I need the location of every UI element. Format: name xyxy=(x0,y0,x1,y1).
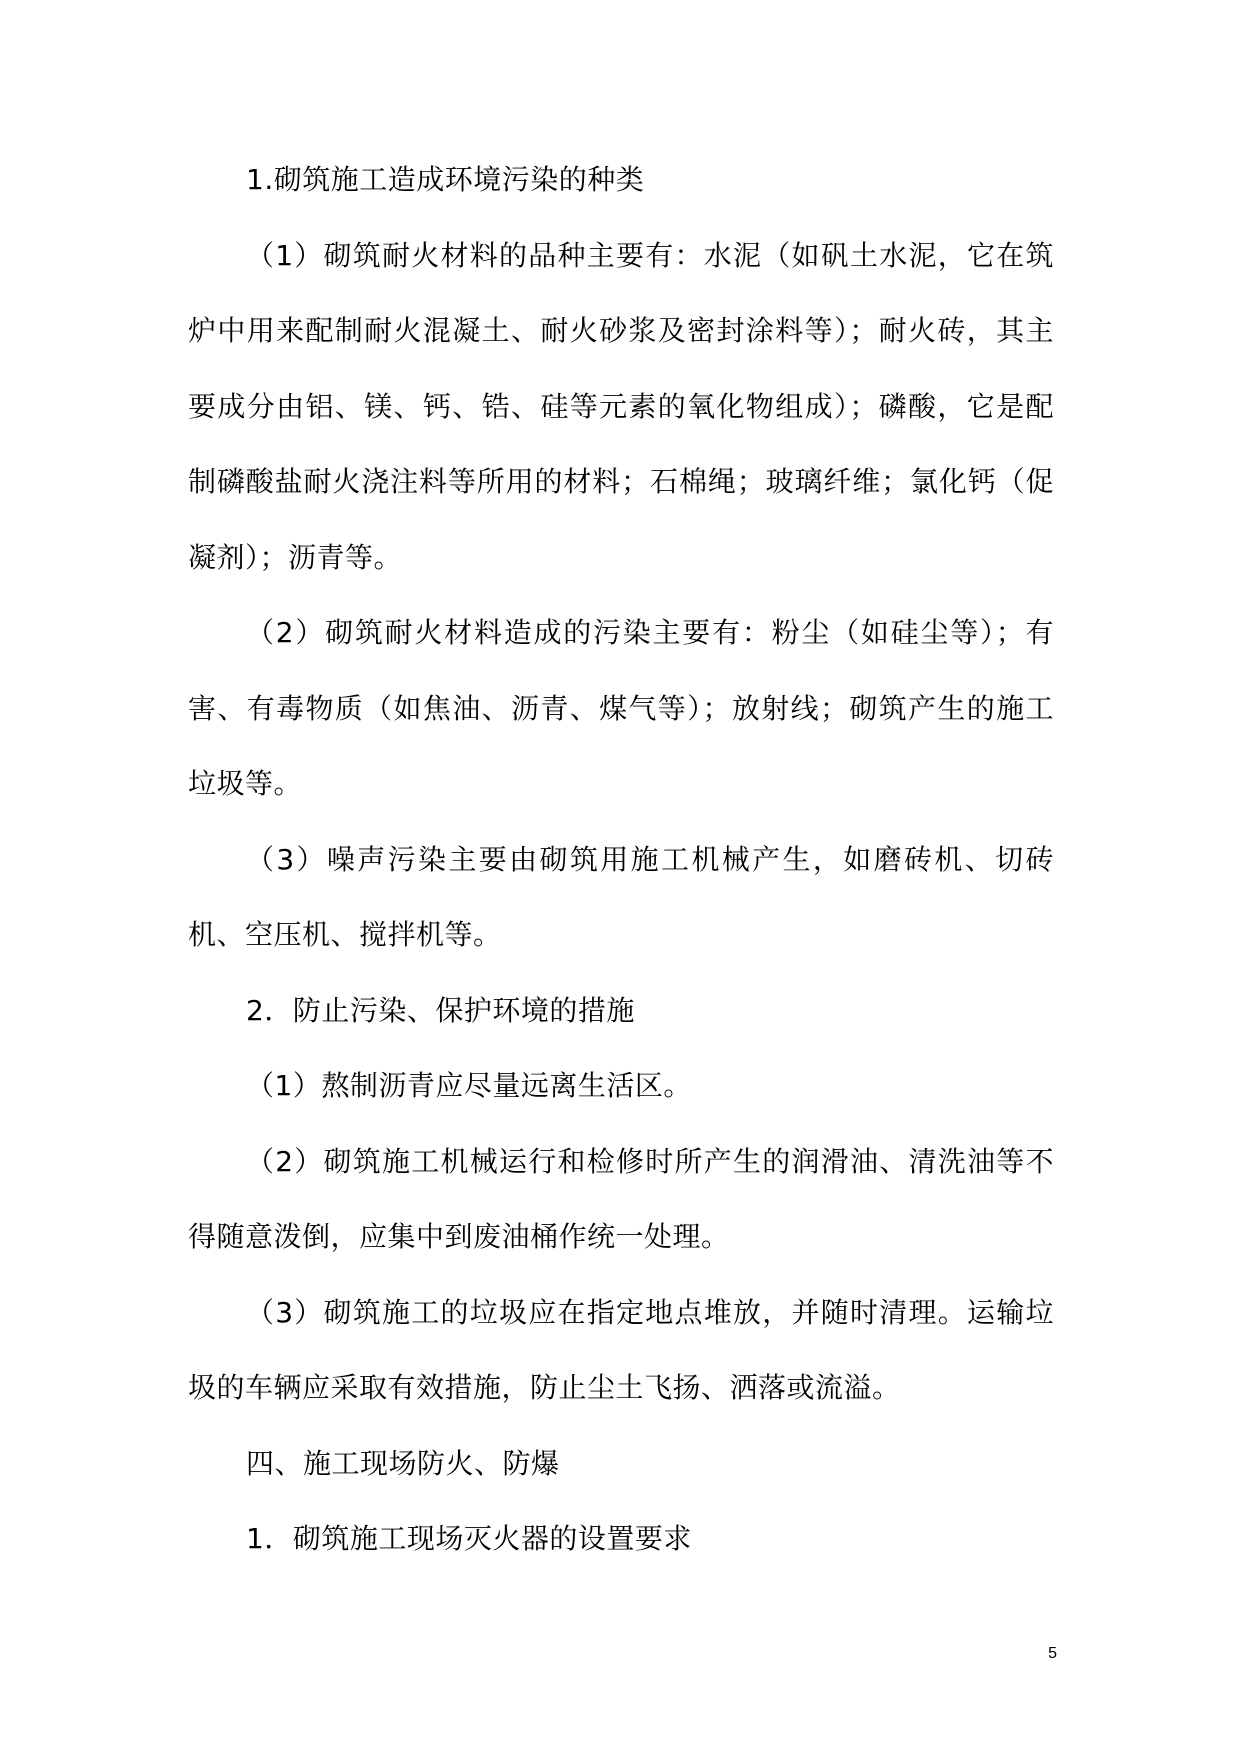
heading-prevention-measures: 2．防止污染、保护环境的措施 xyxy=(246,993,635,1027)
paragraph-waste-oil: （2）砌筑施工机械运行和检修时所产生的润滑油、清洗油等不得随意泼倒，应集中到废油桶作统一处理。 xyxy=(188,1144,1054,1253)
heading-fire-prevention: 四、施工现场防火、防爆 xyxy=(246,1446,560,1480)
heading-pollution-types: 1.砌筑施工造成环境污染的种类 xyxy=(246,163,645,196)
paragraph-refractory-materials: （1）砌筑耐火材料的品种主要有：水泥（如矾土水泥，它在筑炉中用来配制耐火混凝土、耐火砂浆及密封涂料等）；耐火砖，其主要成分由铝、镁、钙、锆、硅等元素的氧化物组成）；磷酸，它是配制磷酸盐耐火浇注料等所用的材料；石棉绳；玻璃纤维；氯化钙（促凝剂）；沥青等。 xyxy=(188,238,1054,574)
paragraph-pollution-sources: （2）砌筑耐火材料造成的污染主要有：粉尘（如硅尘等）；有害、有毒物质（如焦油、沥青、煤气等）；放射线；砌筑产生的施工垃圾等。 xyxy=(188,616,1054,800)
page-number: 5 xyxy=(1048,1645,1057,1662)
paragraph-garbage: （3）砌筑施工的垃圾应在指定地点堆放，并随时清理。运输垃圾的车辆应采取有效措施，防止尘土飞扬、洒落或流溢。 xyxy=(188,1295,1054,1404)
document-body xyxy=(188,142,1054,1577)
heading-extinguisher-requirements: 1．砌筑施工现场灭火器的设置要求 xyxy=(246,1522,692,1555)
paragraph-asphalt: （1）熬制沥青应尽量远离生活区。 xyxy=(246,1069,692,1102)
paragraph-noise-pollution: （3）噪声污染主要由砌筑用施工机械产生，如磨砖机、切砖机、空压机、搅拌机等。 xyxy=(188,842,1054,951)
